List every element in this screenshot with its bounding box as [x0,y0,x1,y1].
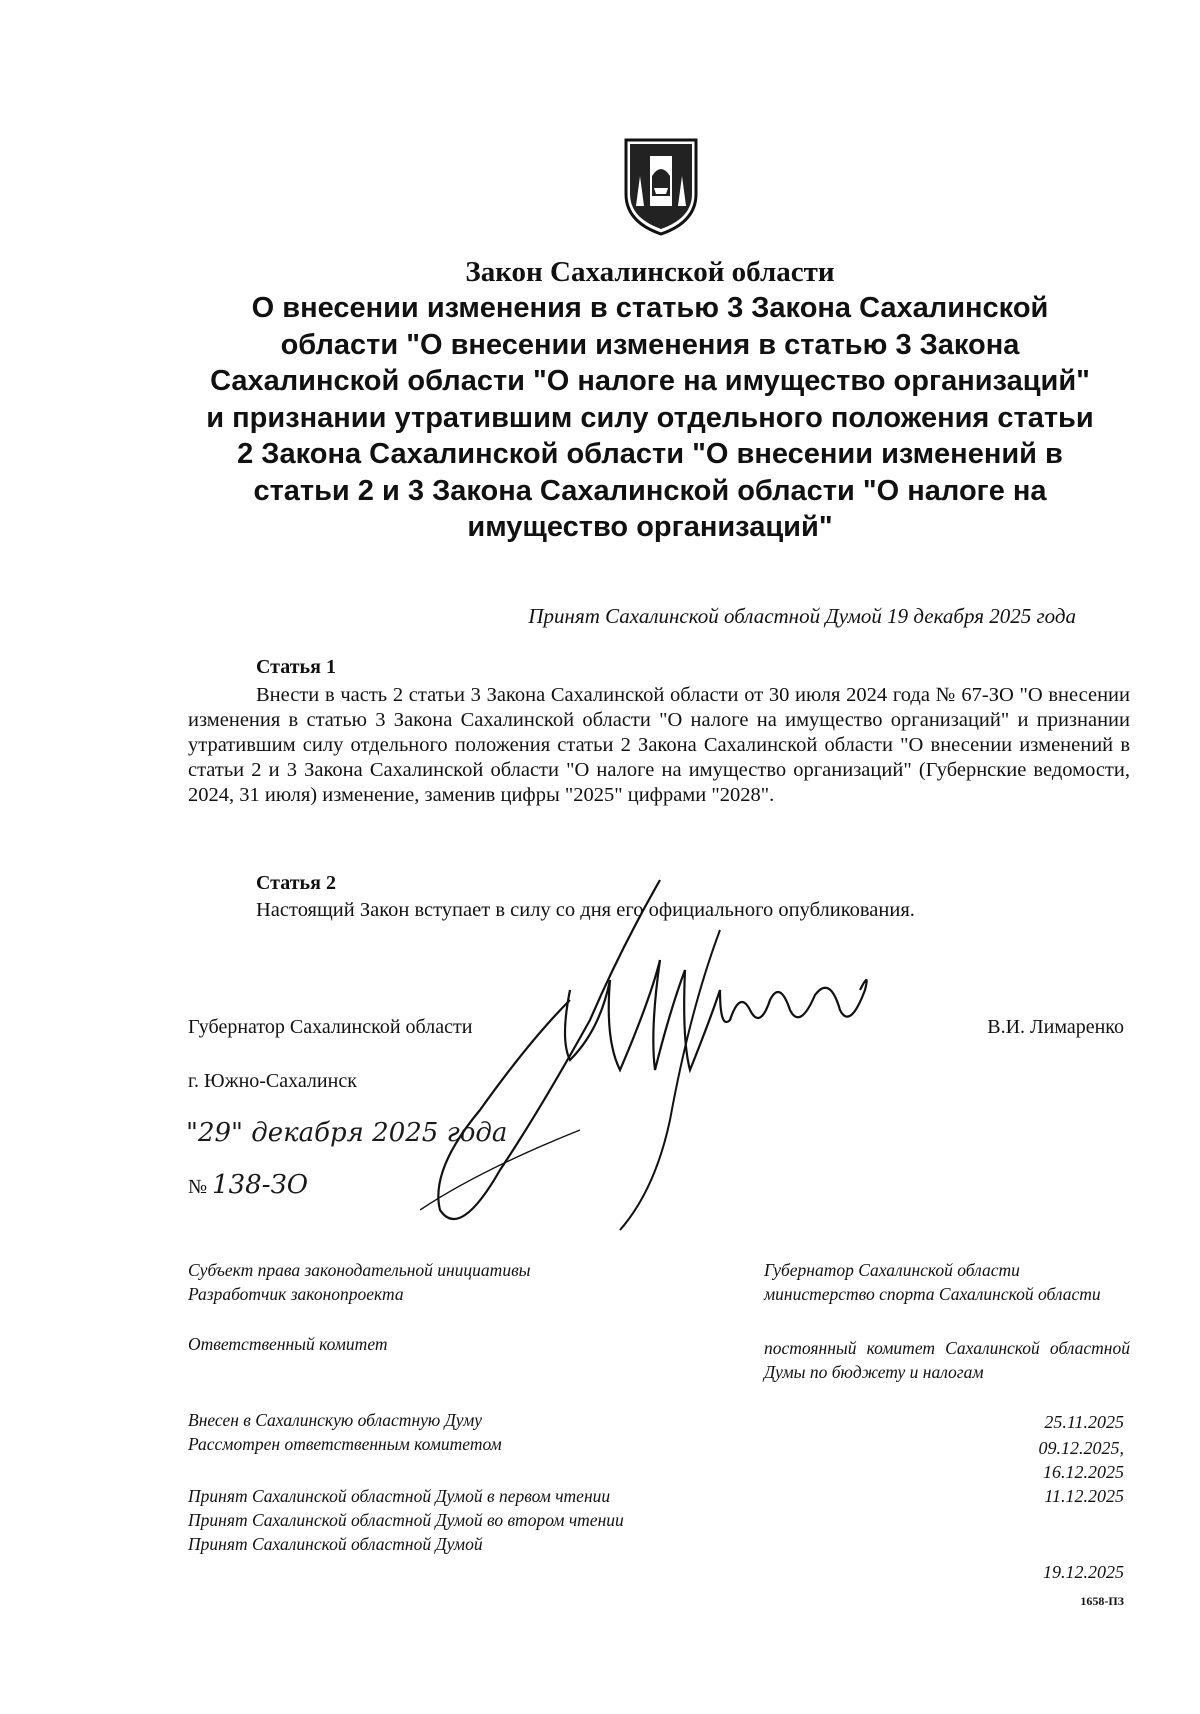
governor-name: В.И. Лимаренко [987,1016,1124,1038]
meta-committee-label: Ответственный комитет [188,1334,388,1354]
meta-committee-value: постоянный комитет Сахалинской областной Думы по бюджету и налогам [764,1338,1130,1382]
meta-row-date: 09.12.2025, [1038,1438,1124,1458]
law-title-heading: Закон Сахалинской области [465,256,835,288]
number-prefix: № [188,1176,208,1198]
governor-position: Губернатор Сахалинской области [188,1016,473,1038]
governor-signature-icon [420,870,940,1260]
meta-row-date: 16.12.2025 [1043,1462,1124,1482]
meta-row-date: 25.11.2025 [1044,1412,1124,1432]
meta-row-label: Внесен в Сахалинскую областную Думу [188,1410,483,1430]
meta-developer-label: Разработчик законопроекта [188,1284,404,1304]
meta-initiative-value: Губернатор Сахалинской области [764,1260,1020,1280]
meta-row-date: 11.12.2025 [1044,1486,1124,1506]
meta-row-label: Принят Сахалинской областной Думой в первом чтении [188,1486,611,1506]
handwritten-law-number: 138-ЗО [212,1170,309,1200]
article-1-heading: Статья 1 [256,656,336,678]
meta-row-label: Принят Сахалинской областной Думой [188,1534,483,1554]
meta-initiative-label: Субъект права законодательной инициативы [188,1260,531,1280]
article-2-heading: Статья 2 [256,872,336,894]
sakhalin-emblem-icon [620,136,702,236]
article-2-text: Настоящий Закон вступает в силу со дня его официального опубликования. [256,899,915,921]
city-name: г. Южно-Сахалинск [188,1070,357,1092]
article-1-text: Внести в часть 2 статьи 3 Закона Сахалинской области от 30 июля 2024 года № 67-ЗО "О внесении изменения в статью 3 Закона Сахалинской области "О налоге на имущество организаций" и признании утратившим силу отдельного положения статьи 2 Закона Сахалинской области "О внесении изменений в статьи 2 и 3 Закона Сахалинской области "О налоге на имущество организаций" (Губернские ведомости, 2024, 31 июля) изменение, заменив цифры "2025" цифрами "2028". [188,684,1130,806]
handwritten-date: "29" декабря 2025 года [186,1118,508,1148]
law-title-main: О внесении изменения в статью 3 Закона Сахалинской области "О внесении изменения в статью 3 Закона Сахалинской области "О налоге на имущество организаций" и признании утратившим силу отдельного положения статьи 2 Закона Сахалинской области "О внесении изменений в статьи 2 и 3 Закона Сахалинской области "О налоге на имущество организаций" [206,292,1094,543]
adoption-note: Принят Сахалинской областной Думой 19 декабря 2025 года [528,604,1076,628]
meta-row-date: 19.12.2025 [1043,1562,1124,1582]
meta-row-label: Принят Сахалинской областной Думой во втором чтении [188,1510,624,1530]
meta-developer-value: министерство спорта Сахалинской области [764,1284,1101,1304]
meta-row-label: Рассмотрен ответственным комитетом [188,1434,502,1454]
law-number-label [188,1170,308,1200]
document-code: 1658-ПЗ [1080,1594,1124,1608]
